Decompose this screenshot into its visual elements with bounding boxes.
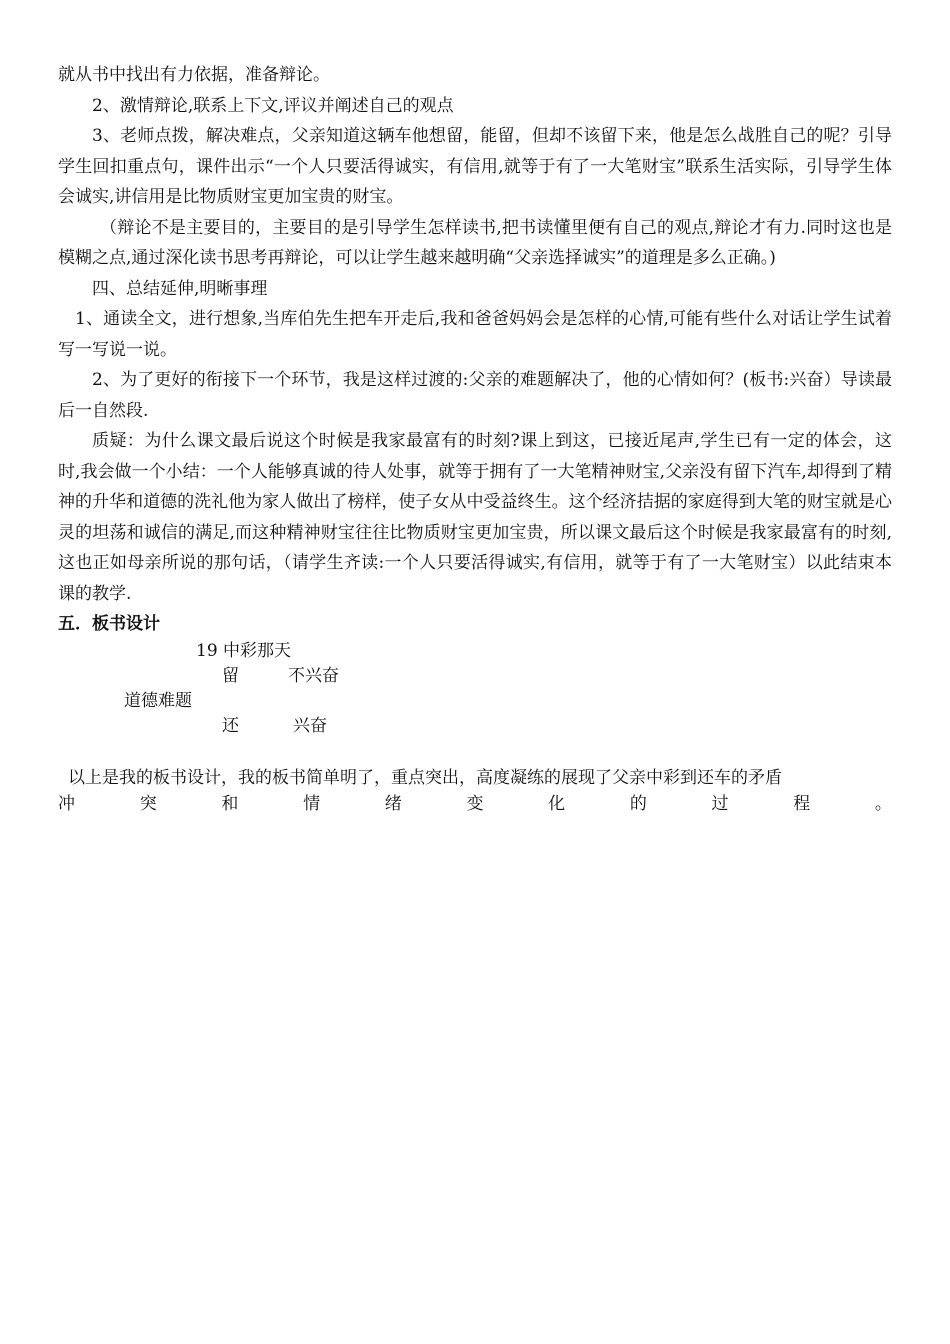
closing-char: 变: [466, 794, 484, 814]
closing-char: 绪: [384, 794, 402, 814]
section-heading-board-design: 五．板书设计: [58, 614, 160, 634]
closing-char: 化: [548, 794, 566, 814]
paragraph-section-four: 四、总结延伸,明晰事理: [92, 278, 268, 299]
board-excited: 兴奋: [293, 716, 327, 736]
closing-line-2: [58, 791, 892, 817]
closing-char: 程: [793, 794, 811, 814]
closing-char: 情: [303, 794, 321, 814]
board-title: 19 中彩那天: [196, 641, 292, 661]
paragraph-debate-note: （辩论不是主要目的，主要目的是引导学生怎样读书,把书读懂里便有自己的观点,辩论才有力.同时这也是模糊之点,通过深化读书思考再辩论，可以让学生越来越明确“父亲选择诚实”的道理是多么正确。): [58, 217, 892, 268]
paragraph-question: 质疑：为什么课文最后说这个时候是我家最富有的时刻?课上到这，已接近尾声,学生已有一定的体会，这时,我会做一个小结：一个人能够真诚的待人处事，就等于拥有了一大笔精神财宝,父亲没有留下汽车,却得到了精神的升华和道德的洗礼他为家人做出了榜样，使子女从中受益终生。这个经济拮据的家庭得到大笔的财宝就是心灵的坦荡和诚信的满足,而这种精神财宝往往比物质财宝更加宝贵，所以课文最后这个时候是我家最富有的时刻,这也正如母亲所说的那句话，（请学生齐读:一个人只要活得诚实,有信用，就等于有了一大笔财宝）以此结束本课的教学.: [58, 431, 892, 604]
board-moral-dilemma: 道德难题: [124, 691, 192, 711]
document-page: [58, 60, 892, 817]
paragraph-debate: 2、激情辩论,联系上下文,评议并阐述自己的观点: [92, 95, 454, 116]
closing-paragraph: [58, 765, 892, 817]
paragraph-read-through: 1、通读全文，进行想象,当库伯先生把车开走后,我和爸爸妈妈会是怎样的心情,可能有些什么对话让学生试着写一写说一说。: [58, 309, 892, 360]
paragraph-transition: 2、为了更好的衔接下一个环节，我是这样过渡的:父亲的难题解决了，他的心情如何？(板书:兴奋）导读最后一自然段.: [58, 370, 892, 421]
closing-line-1: 以上是我的板书设计，我的板书简单明了，重点突出，高度凝练的展现了父亲中彩到还车的矛盾: [68, 768, 782, 788]
closing-char: 。: [874, 794, 892, 814]
paragraph-teacher-guidance: 3、老师点拨，解决难点，父亲知道这辆车他想留，能留，但却不该留下来，他是怎么战胜自己的呢？引导学生回扣重点句，课件出示“一个人只要活得诚实，有信用,就等于有了一大笔财宝”联系生活实际，引导学生体会诚实,讲信用是比物质财宝更加宝贵的财宝。: [58, 126, 892, 207]
paragraph-evidence: 就从书中找出有力依据，准备辩论。: [58, 65, 330, 85]
board-design: [58, 639, 892, 737]
board-keep: 留: [222, 666, 239, 686]
board-not-excited: 不兴奋: [288, 666, 339, 686]
board-return: 还: [222, 716, 239, 736]
closing-char: 过: [711, 794, 729, 814]
closing-char: 冲: [58, 794, 75, 814]
closing-char: 的: [629, 794, 647, 814]
closing-char: 突: [139, 794, 157, 814]
closing-char: 和: [221, 794, 239, 814]
